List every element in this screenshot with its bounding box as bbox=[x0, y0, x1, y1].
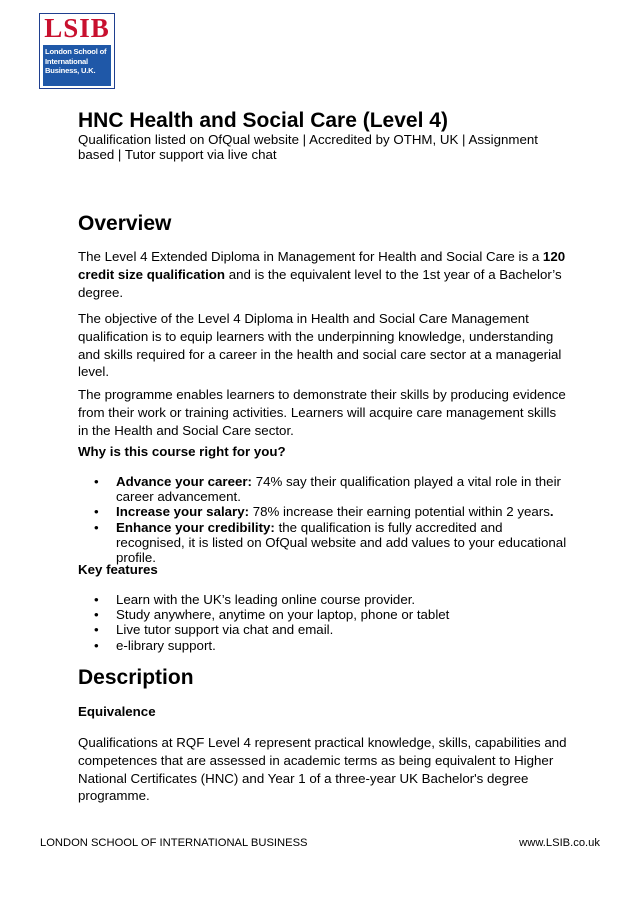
logo-subtitle-block bbox=[43, 45, 111, 86]
features-heading: Key features bbox=[78, 562, 158, 577]
feature-item-text: e-library support. bbox=[116, 637, 216, 653]
why-item-2 bbox=[94, 504, 574, 519]
feature-item-4 bbox=[94, 638, 574, 653]
bullet: • bbox=[94, 637, 99, 653]
why-item-text: 78% increase their earning potential within 2 years bbox=[249, 504, 550, 520]
bullet: • bbox=[94, 504, 99, 520]
feature-item-1 bbox=[94, 592, 574, 607]
why-item-label: Advance your career: bbox=[116, 474, 252, 489]
why-item-label: Increase your salary: bbox=[116, 504, 250, 520]
why-item-3 bbox=[94, 520, 574, 566]
why-heading: Why is this course right for you? bbox=[78, 444, 286, 459]
lsib-logo bbox=[39, 13, 115, 89]
why-item-label: Enhance your credibility: bbox=[116, 519, 275, 535]
page-title: HNC Health and Social Care (Level 4) bbox=[78, 109, 448, 132]
logo-line-1: London School of bbox=[45, 47, 107, 56]
feature-item-text: Learn with the UK’s leading online course provider. bbox=[116, 592, 416, 607]
footer-website-link[interactable]: www.LSIB.co.uk bbox=[519, 837, 600, 849]
bullet: • bbox=[94, 519, 99, 535]
logo-line-2: International bbox=[45, 56, 88, 66]
why-item-1 bbox=[94, 474, 574, 504]
features-list bbox=[94, 592, 574, 653]
feature-item-text: Study anywhere, anytime on your laptop, phone or tablet bbox=[116, 607, 450, 623]
overview-p1-text-a: The Level 4 Extended Diploma in Management for Health and Social Care is a bbox=[78, 249, 543, 264]
bullet: • bbox=[94, 474, 99, 489]
why-item-text: 74% say their qualification played a vital role in their career advancement. bbox=[116, 474, 561, 505]
feature-item-2 bbox=[94, 607, 574, 622]
footer-organization: LONDON SCHOOL OF INTERNATIONAL BUSINESS bbox=[40, 837, 308, 849]
bullet: • bbox=[94, 607, 99, 623]
equivalence-heading: Equivalence bbox=[78, 704, 156, 719]
bullet: • bbox=[94, 592, 99, 607]
feature-item-text: Live tutor support via chat and email. bbox=[116, 622, 334, 638]
overview-paragraph-1 bbox=[78, 248, 568, 301]
logo-wordmark: LSIB bbox=[44, 13, 110, 43]
overview-heading: Overview bbox=[78, 212, 172, 235]
feature-item-3 bbox=[94, 622, 574, 637]
why-item-text: the qualification is fully accredited and recognised, it is listed on OfQual website and add values to your educational profile. bbox=[116, 519, 567, 566]
why-list bbox=[94, 474, 574, 565]
overview-p1-text-c: and is the equivalent level to the 1st year of a Bachelor’s degree. bbox=[78, 266, 562, 300]
overview-p1-bold: 120 credit size qualification bbox=[78, 249, 566, 282]
overview-paragraph-2: The objective of the Level 4 Diploma in Health and Social Care Management qualification is to equip learners with the underpinning knowledge, understanding and skills required for a career in the health and social care sector at a managerial level. bbox=[78, 311, 562, 380]
why-item-suffix: . bbox=[549, 504, 554, 520]
description-paragraph-1: Qualifications at RQF Level 4 represent practical knowledge, skills, capabilities and competences that are assessed in academic terms as being equivalent to Higher National Certificates (HNC) and Year 1 of a three-year UK Bachelor's degree programme. bbox=[78, 735, 567, 804]
page-subtitle: Qualification listed on OfQual website | Accredited by OTHM, UK | Assignment based | Tutor support via live chat bbox=[78, 132, 538, 163]
description-heading: Description bbox=[78, 666, 194, 689]
overview-paragraph-3: The programme enables learners to demonstrate their skills by producing evidence from their work or training activities. Learners will acquire care management skills in the Health and Social Care sector. bbox=[78, 387, 566, 438]
bullet: • bbox=[94, 622, 99, 638]
logo-line-3: Business, U.K. bbox=[45, 66, 96, 76]
